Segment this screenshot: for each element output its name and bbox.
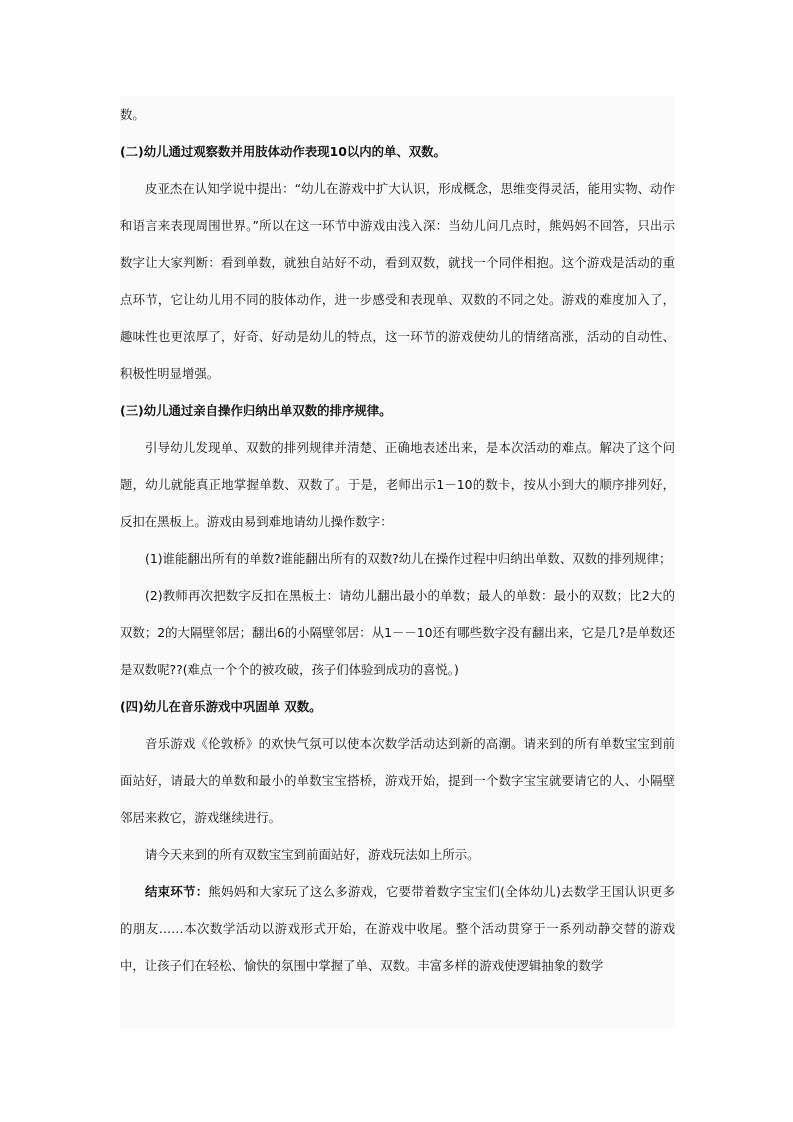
- intro-fragment: 数。: [120, 107, 145, 122]
- section-3-paragraph-3: (2)教师再次把数字反扣在黑板土：请幼儿翻出最小的单数；最人的单数：最小的双数；比2大的双数；2的大隔壁邻居；翻出6的小隔壁邻居：从1－－10还有哪些数字没有翻出来，它是几?是单数还是双数呢??(难点一个个的被攻破，孩子们体验到成功的喜悦。): [120, 588, 675, 677]
- ending-text: 熊妈妈和大家玩了这么多游戏，它要带着数字宝宝们(全体幼儿)去数学王国认识更多的朋友……本次数学活动以游戏形式开始，在游戏中收尾。整个活动贯穿于一系列动静交替的游戏中，让孩子们在轻松、愉快的氛围中掌握了单、双数。丰富多样的游戏使逻辑抽象的数学: [120, 884, 675, 973]
- section-4-paragraph-2: 请今天来到的所有双数宝宝到前面站好，游戏玩法如上所示。: [145, 847, 480, 862]
- ending-label: 结束环节：: [145, 884, 209, 899]
- section-2-heading: (二)幼儿通过观察数并用肢体动作表现10以内的单、双数。: [120, 144, 446, 159]
- ending-paragraph: [120, 873, 675, 984]
- section-4-paragraph-1: 音乐游戏《伦敦桥》的欢快气氛可以使本次数学活动达到新的高潮。请来到的所有单数宝宝到前面站好，请最大的单数和最小的单数宝宝搭桥，游戏开始，提到一个数字宝宝就要请它的人、小隔壁邻居来救它，游戏继续进行。: [120, 736, 675, 825]
- section-3-heading: (三)幼儿通过亲自操作归纳出单双数的排序规律。: [120, 403, 392, 418]
- document-body: [120, 96, 675, 984]
- section-3-paragraph-2: (1)谁能翻出所有的单数?谁能翻出所有的双数?幼儿在操作过程中归纳出单数、双数的排列规律；: [145, 551, 672, 566]
- section-3-paragraph-1: 引导幼儿发现单、双数的排列规律并清楚、正确地表述出来，是本次活动的难点。解决了这个问题，幼儿就能真正地掌握单数、双数了。于是，老师出示1－10的数卡，按从小到大的顺序排列好，反扣在黑板上。游戏由易到难地请幼儿操作数字：: [120, 440, 675, 529]
- section-2-paragraph-1: 皮亚杰在认知学说中提出：“幼儿在游戏中扩大认识，形成概念，思维变得灵活，能用实物、动作和语言来表现周围世界。”所以在这一环节中游戏由浅入深：当幼儿问几点时，熊妈妈不回答，只出示数字让大家判断：看到单数，就独自站好不动，看到双数，就找一个同伴相抱。这个游戏是活动的重点环节，它让幼儿用不同的肢体动作，进一步感受和表现单、双数的不同之处。游戏的难度加入了，趣味性也更浓厚了，好奇、好动是幼儿的特点，这一环节的游戏使幼儿的情绪高涨，活动的自动性、积极性明显增强。: [120, 181, 675, 381]
- section-4-heading: (四)幼儿在音乐游戏中巩固单 双数。: [120, 699, 322, 714]
